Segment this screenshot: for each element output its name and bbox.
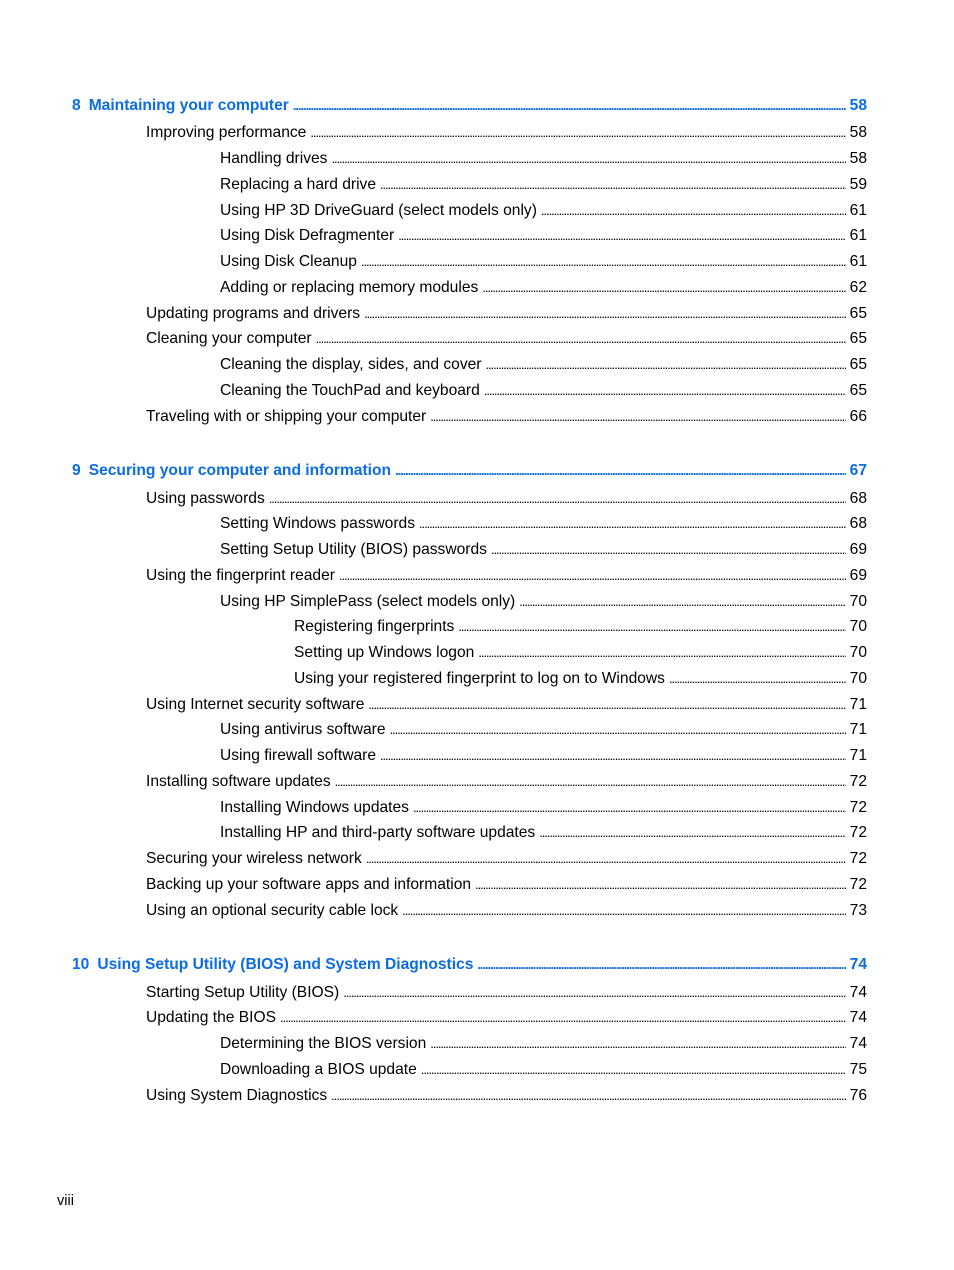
- toc-entry-label: Updating programs and drivers: [146, 304, 361, 322]
- toc-entry[interactable]: [294, 669, 867, 689]
- dot-leader: [269, 489, 846, 509]
- dot-leader: [478, 643, 845, 663]
- dot-leader: [421, 1060, 846, 1080]
- toc-page-number: 74: [849, 1035, 867, 1052]
- toc-entry-label: Backing up your software apps and information: [146, 875, 472, 893]
- toc-entry-label: Setting up Windows logon: [294, 644, 475, 661]
- dot-leader: [395, 461, 846, 481]
- dot-leader: [316, 329, 846, 349]
- toc-entry[interactable]: [146, 983, 867, 1003]
- toc-entry-label: Registering fingerprints: [294, 618, 455, 636]
- toc-entry-label: Updating the BIOS: [146, 1009, 277, 1027]
- toc-page-number: 68: [849, 489, 867, 507]
- toc-entry[interactable]: [220, 514, 867, 534]
- dot-leader: [539, 823, 845, 843]
- toc-entry-label: Setting Setup Utility (BIOS) passwords: [220, 541, 487, 558]
- toc-entry-label: Improving performance: [146, 124, 307, 142]
- toc-entry[interactable]: [220, 278, 867, 298]
- toc-page-number: 68: [849, 515, 867, 533]
- toc-entry[interactable]: [220, 381, 867, 401]
- dot-leader: [486, 355, 846, 375]
- toc-page-number: 61: [849, 227, 867, 245]
- dot-leader: [430, 407, 845, 427]
- toc-page-number: 62: [849, 278, 867, 296]
- toc-page-number: 70: [849, 592, 867, 610]
- toc-chapter-entry[interactable]: [72, 461, 867, 481]
- toc-page-number: 61: [849, 253, 867, 270]
- toc-page-number: 69: [849, 541, 867, 558]
- toc-entry[interactable]: [220, 720, 867, 740]
- toc-page-number: 59: [849, 175, 867, 193]
- toc-page-number: 66: [849, 407, 867, 425]
- dot-leader: [293, 96, 846, 116]
- toc-page-number: 72: [849, 875, 867, 893]
- toc-entry-label: Adding or replacing memory modules: [220, 278, 479, 296]
- toc-entry[interactable]: [220, 252, 867, 272]
- dot-leader: [366, 849, 846, 869]
- toc-page-number: 58: [849, 97, 867, 114]
- toc-entry[interactable]: [220, 355, 867, 375]
- toc-chapter-entry[interactable]: [72, 955, 867, 975]
- toc-entry[interactable]: [220, 175, 867, 195]
- toc-entry[interactable]: [220, 201, 867, 221]
- dot-leader: [331, 149, 845, 169]
- toc-entry-label: Installing HP and third-party software updates: [220, 824, 536, 842]
- toc-entry[interactable]: [146, 849, 867, 869]
- dot-leader: [335, 772, 846, 792]
- toc-page-number: 75: [849, 1060, 867, 1078]
- chapter-title: Securing your computer and information: [88, 462, 392, 480]
- toc-page-number: 76: [849, 1086, 867, 1104]
- toc-page-number: 72: [849, 772, 867, 790]
- dot-leader: [477, 955, 845, 975]
- dot-leader: [343, 983, 845, 1003]
- chapter-title: Maintaining your computer: [88, 97, 289, 114]
- toc-entry-label: Securing your wireless network: [146, 850, 362, 867]
- toc-entry-label: Cleaning the display, sides, and cover: [220, 356, 482, 373]
- dot-leader: [475, 875, 846, 895]
- toc-entry-label: Using HP SimplePass (select models only): [220, 592, 516, 610]
- dot-leader: [364, 304, 846, 324]
- dot-leader: [398, 226, 845, 246]
- dot-leader: [484, 381, 846, 401]
- toc-entry[interactable]: [220, 746, 867, 766]
- toc-page-number: 74: [849, 1009, 867, 1027]
- dot-leader: [491, 540, 846, 560]
- toc-entry-label: Cleaning your computer: [146, 330, 312, 348]
- toc-entry-label: Cleaning the TouchPad and keyboard: [220, 381, 480, 399]
- toc-entry[interactable]: [220, 1034, 867, 1054]
- toc-entry[interactable]: [220, 540, 867, 560]
- toc-page-number: 74: [849, 956, 867, 974]
- toc-entry-label: Using System Diagnostics: [146, 1086, 328, 1104]
- toc-page-number: 73: [849, 901, 867, 919]
- dot-leader: [482, 278, 845, 298]
- toc-page-number: 74: [849, 983, 867, 1001]
- toc-entry-label: Starting Setup Utility (BIOS): [146, 983, 340, 1001]
- toc-page-number: 58: [849, 150, 867, 167]
- toc-page-number: 72: [849, 824, 867, 842]
- page-number: viii: [57, 1193, 74, 1209]
- toc-entry[interactable]: [294, 643, 867, 663]
- toc-chapter-entry[interactable]: [72, 96, 867, 116]
- toc-page-number: 71: [849, 695, 867, 713]
- toc-page-number: 71: [849, 747, 867, 764]
- toc-entry-label: Downloading a BIOS update: [220, 1060, 417, 1078]
- toc-entry[interactable]: [146, 407, 867, 427]
- toc-entry[interactable]: [146, 304, 867, 324]
- toc-entry-label: [72, 96, 293, 116]
- toc-entry-label: Using firewall software: [220, 747, 376, 764]
- toc-page-number: 65: [849, 304, 867, 322]
- toc-entry-label: Using Internet security software: [146, 695, 365, 713]
- toc-entry[interactable]: [220, 798, 867, 818]
- toc-entry-label: Determining the BIOS version: [220, 1035, 427, 1052]
- toc-entry[interactable]: [146, 489, 867, 509]
- toc-entry-label: Using passwords: [146, 489, 265, 507]
- dot-leader: [280, 1008, 846, 1028]
- toc-entry-label: Using your registered fingerprint to log on to Windows: [294, 669, 665, 687]
- toc-page-number: 71: [849, 721, 867, 739]
- dot-leader: [361, 252, 846, 272]
- toc-entry-label: Using Disk Cleanup: [220, 253, 357, 270]
- chapter-number: 10: [72, 956, 90, 974]
- toc-page-number: 65: [849, 356, 867, 373]
- toc-entry[interactable]: [294, 617, 867, 637]
- toc-entry-label: Setting Windows passwords: [220, 515, 416, 533]
- dot-leader: [402, 901, 845, 921]
- toc-entry[interactable]: [220, 1060, 867, 1080]
- dot-leader: [669, 669, 846, 689]
- toc-entry[interactable]: [146, 123, 867, 143]
- toc-entry-label: [72, 461, 395, 481]
- chapter-number: 9: [72, 462, 81, 480]
- toc-entry[interactable]: [146, 1008, 867, 1028]
- dot-leader: [310, 123, 845, 143]
- toc-entry[interactable]: [146, 695, 867, 715]
- toc-entry[interactable]: [146, 772, 867, 792]
- dot-leader: [331, 1086, 846, 1106]
- toc-page-number: 72: [849, 850, 867, 867]
- toc-entry-label: Handling drives: [220, 150, 328, 167]
- dot-leader: [413, 798, 846, 818]
- toc-page-number: 69: [849, 566, 867, 584]
- toc-page-number: 70: [849, 644, 867, 661]
- toc-page-number: 70: [849, 618, 867, 636]
- toc-entry[interactable]: [146, 875, 867, 895]
- chapter-number: 8: [72, 97, 81, 114]
- toc-entry[interactable]: [220, 823, 867, 843]
- toc-entry-label: Using HP 3D DriveGuard (select models only): [220, 201, 537, 219]
- dot-leader: [458, 617, 845, 637]
- dot-leader: [419, 514, 846, 534]
- dot-leader: [380, 175, 846, 195]
- toc-page-number: 61: [849, 201, 867, 219]
- toc-entry[interactable]: [146, 566, 867, 586]
- toc-entry-label: Using antivirus software: [220, 721, 386, 739]
- dot-leader: [390, 720, 846, 740]
- toc-entry[interactable]: [146, 329, 867, 349]
- dot-leader: [430, 1034, 845, 1054]
- toc-entry-label: Installing software updates: [146, 772, 331, 790]
- toc-page-number: 58: [849, 124, 867, 142]
- toc-page-number: 72: [849, 798, 867, 816]
- toc-page-number: 67: [849, 462, 867, 480]
- toc-entry-label: [72, 955, 477, 975]
- toc-page-number: 65: [849, 330, 867, 348]
- toc-entry-label: Using the fingerprint reader: [146, 566, 335, 584]
- toc-entry[interactable]: [220, 592, 867, 612]
- toc-page-number: 65: [849, 381, 867, 399]
- toc-entry-label: Using an optional security cable lock: [146, 901, 399, 919]
- toc-entry[interactable]: [146, 1086, 867, 1106]
- toc-entry[interactable]: [146, 901, 867, 921]
- dot-leader: [339, 566, 846, 586]
- toc-entry-label: Installing Windows updates: [220, 798, 409, 816]
- dot-leader: [380, 746, 846, 766]
- dot-leader: [541, 201, 846, 221]
- toc-entry-label: Traveling with or shipping your computer: [146, 407, 427, 425]
- chapter-title: Using Setup Utility (BIOS) and System Diagnostics: [97, 956, 474, 974]
- toc-page-number: 70: [849, 669, 867, 687]
- dot-leader: [368, 695, 845, 715]
- toc-entry[interactable]: [220, 226, 867, 246]
- toc-entry-label: Using Disk Defragmenter: [220, 227, 395, 245]
- toc-entry[interactable]: [220, 149, 867, 169]
- dot-leader: [519, 592, 845, 612]
- toc-entry-label: Replacing a hard drive: [220, 175, 377, 193]
